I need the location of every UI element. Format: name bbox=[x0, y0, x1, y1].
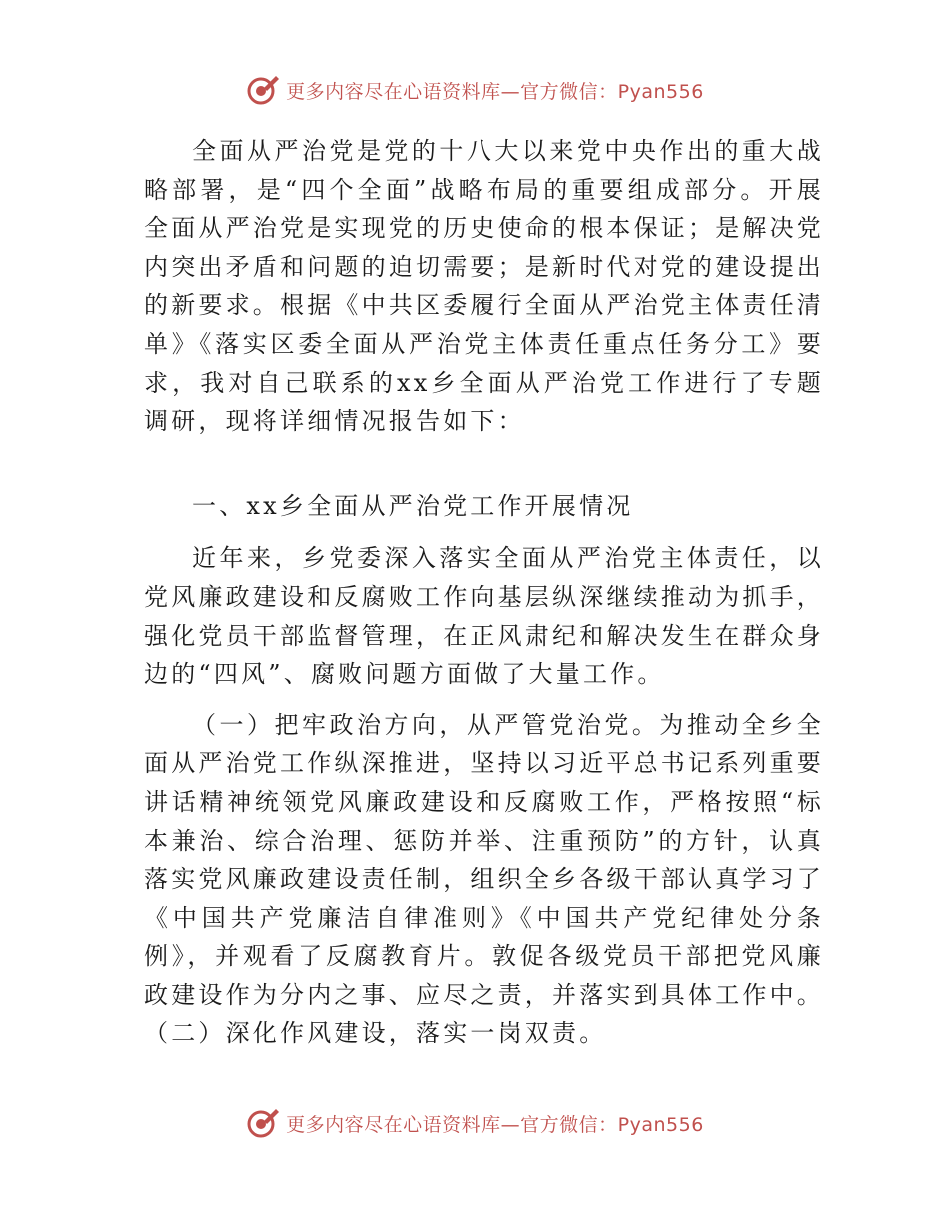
document-body bbox=[144, 132, 824, 1053]
watermark-text: 更多内容尽在心语资料库—官方微信：Pyan556 bbox=[286, 80, 704, 103]
overview-paragraph: 近年来，乡党委深入落实全面从严治党主体责任，以党风廉政建设和反腐败工作向基层纵深继续推动为抓手，强化党员干部监督管理，在正风肃纪和解决发生在群众身边的“四风”、腐败问题方面做了大量工作。 bbox=[144, 544, 824, 689]
subsection-paragraph: （一）把牢政治方向，从严管党治党。为推动全乡全面从严治党工作纵深推进，坚持以习近平总书记系列重要讲话精神统领党风廉政建设和反腐败工作，严格按照“标本兼治、综合治理、惩防并举、注重预防”的方针，认真落实党风廉政建设责任制，组织全乡各级干部认真学习了《中国共产党廉洁自律准则》《中国共产党纪律处分条例》，并观看了反腐教育片。敦促各级党员干部把党风廉政建设作为分内之事、应尽之责，并落实到具体工作中。（二）深化作风建设，落实一岗双责。 bbox=[144, 710, 824, 1048]
watermark-text: 更多内容尽在心语资料库—官方微信：Pyan556 bbox=[286, 1113, 704, 1136]
pen-in-circle-logo bbox=[246, 73, 280, 107]
section-heading: 一、xx乡全面从严治党工作开展情况 bbox=[192, 491, 634, 520]
pen-in-circle-logo bbox=[246, 1106, 280, 1140]
intro-paragraph: 全面从严治党是党的十八大以来党中央作出的重大战略部署，是“四个全面”战略布局的重要组成部分。开展全面从严治党是实现党的历史使命的根本保证；是解决党内突出矛盾和问题的迫切需要；是新时代对党的建设提出的新要求。根据《中共区委履行全面从严治党主体责任清单》《落实区委全面从严治党主体责任重点任务分工》要求，我对自己联系的xx乡全面从严治党工作进行了专题调研，现将详细情况报告如下： bbox=[144, 137, 824, 436]
watermark-footer bbox=[0, 1103, 950, 1143]
watermark-header bbox=[0, 70, 950, 110]
